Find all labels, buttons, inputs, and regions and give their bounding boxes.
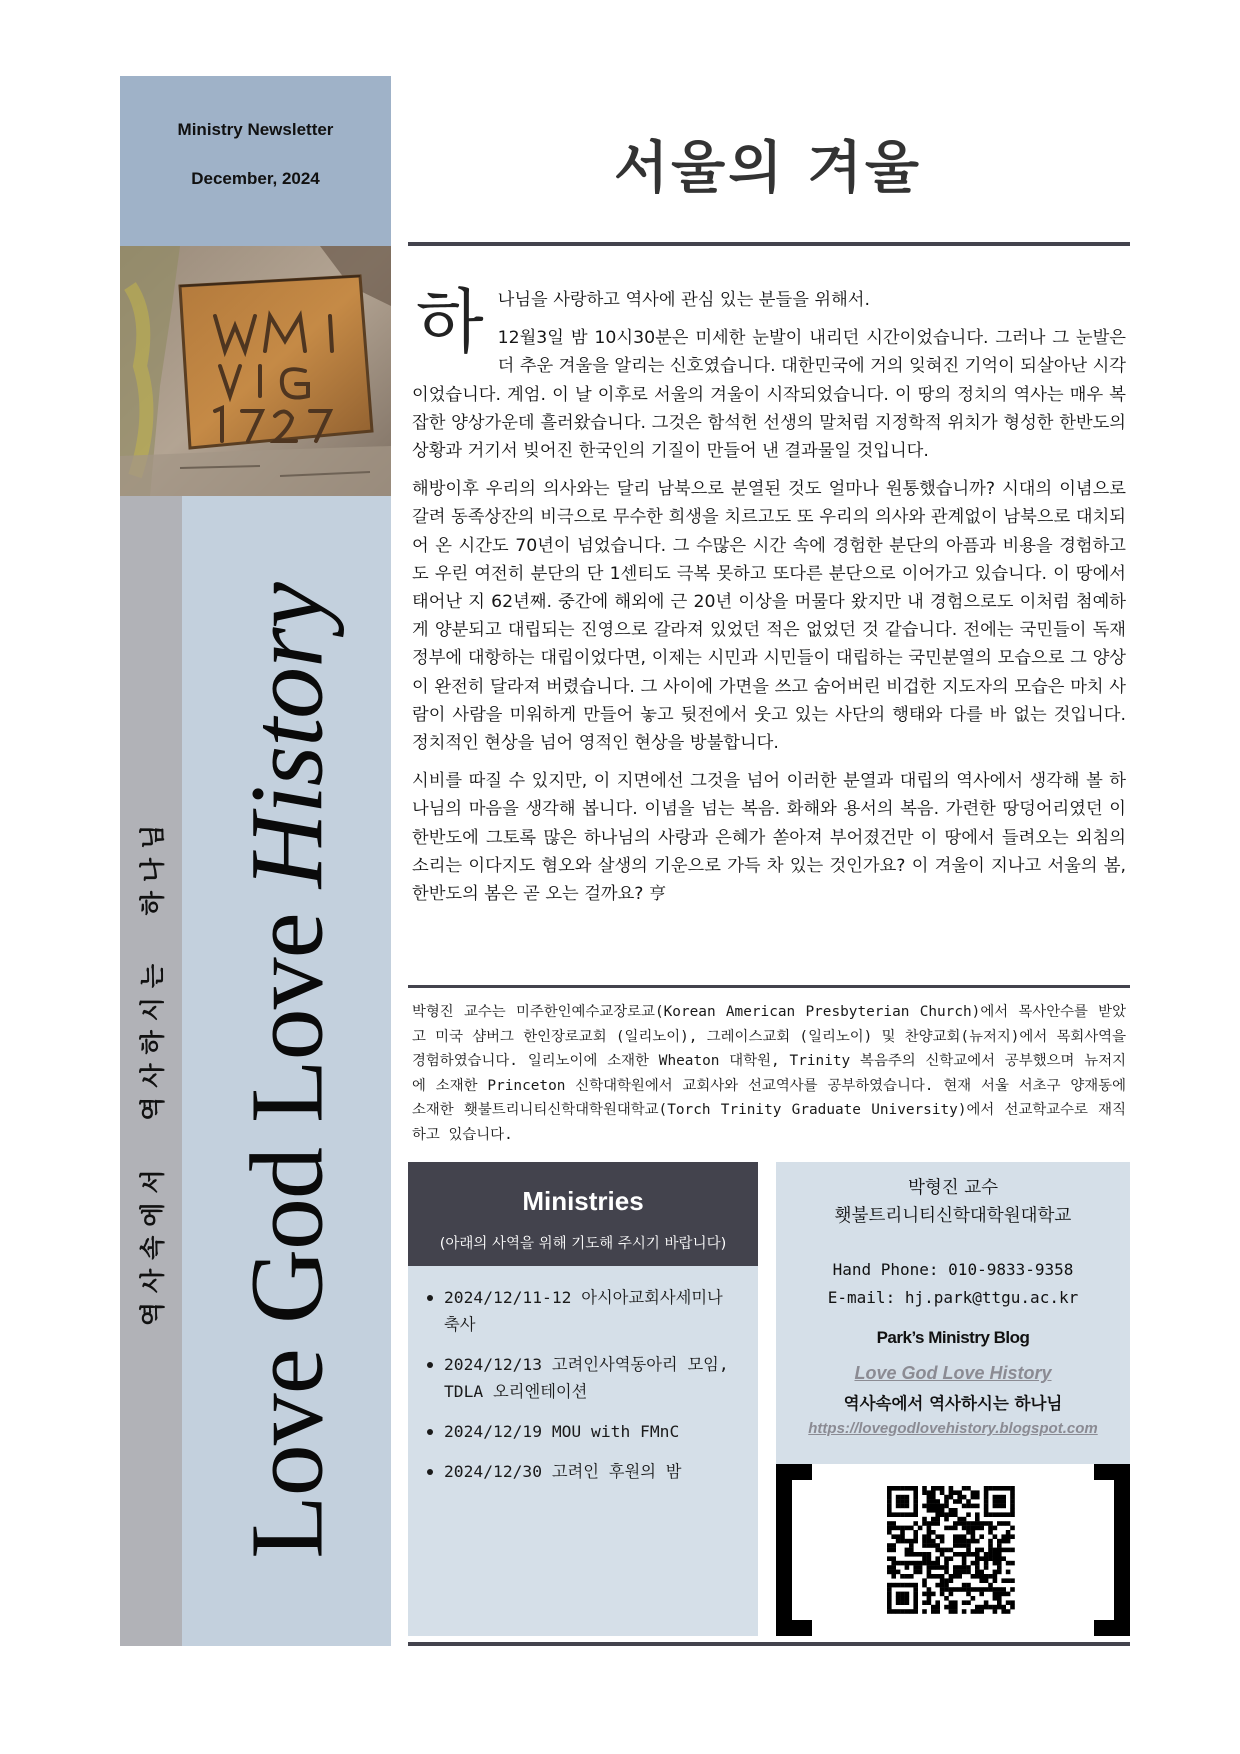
article-lead: 나님을 사랑하고 역사에 관심 있는 분들을 위해서. bbox=[497, 290, 870, 310]
blog-url-link[interactable]: https://lovegodlovehistory.blogspot.com bbox=[808, 1420, 1098, 1437]
ministries-list bbox=[422, 1284, 746, 1498]
blog-subtitle: 역사속에서 역사하시는 하나님 bbox=[843, 1394, 1063, 1413]
newsletter-label: Ministry Newsletter bbox=[177, 120, 334, 139]
article-title: 서울의 겨울 bbox=[614, 136, 922, 201]
blog-heading: Park’s Ministry Blog bbox=[876, 1328, 1030, 1347]
author-bio-text: 박형진 교수는 미주한인예수교장로교(Korean American Presbyterian Church)에서 목사안수를 받았고 미국 샴버그 한인장로교회 (일리노이), 그레이스교회 (일리노이) 및 찬양교회(뉴저지)에서 목회사역을 경험하였습니다. 일리노이에 소재한 Wheaton 대학원, Trinity 복음주의 신학교에서 공부했으며 뉴저지에 소재한 Princeton 신학대학원에서 교회사와 선교역사를 공부하였습니다. 현재 서울 서초구 양재동에 소재한 횃불트리니티신학대학원대학교(Torch Trinity Graduate University)에서 선교학교수로 재직하고 있습니다. bbox=[412, 1004, 1126, 1143]
contact-name: 박형진 교수 bbox=[907, 1178, 999, 1198]
brand-title-emphasis: History bbox=[229, 583, 344, 889]
article-paragraph-2: 12월3일 밤 10시30분은 미세한 눈발이 내리던 시간이었습니다. 그러나 그 눈발은 더 추운 겨울을 알리는 신호였습니다. 대한민국에 거의 잊혀진 기억이 되살아난 시각이었습니다. 계엄. 이 날 이후로 서울의 겨울이 시작되었습니다. 이 땅의 정치의 역사는 매우 복잡한 양상가운데 흘러왔습니다. 그것은 함석헌 선생의 말처럼 지정학적 위치가 형성한 한반도의 상황과 거기서 빚어진 한국인의 기질이 만들어 낸 결과물일 것입니다. bbox=[412, 328, 1126, 462]
sidebar-header bbox=[120, 76, 391, 246]
author-bio bbox=[412, 1000, 1126, 1147]
blog-title-link[interactable]: Love God Love History bbox=[854, 1363, 1052, 1383]
ministries-subtitle: (아래의 사역을 위해 기도해 주시기 바랍니다) bbox=[439, 1236, 727, 1252]
drop-cap: 하 bbox=[416, 281, 484, 363]
article-paragraph-3: 해방이후 우리의 의사와는 달리 남북으로 분열된 것도 얼마나 원통했습니까? 시대의 이념으로 갈려 동족상잔의 비극으로 무수한 희생을 치르고도 또 우리의 의사와 관계없이 남북으로 대치되어 온 시간도 70년이 넘었습니다. 그 수많은 시간 속에 경험한 분단의 아픔과 비용을 경험하고도 우린 여전히 분단의 단 1센티도 극복 못하고 또다른 분단으로 이어가고 있습니다. 이 땅에서 태어난 지 62년째. 중간에 해외에 근 20년 이상을 머물다 왔지만 내 경험으로도 이처럼 첨예하게 양분되고 대립되는 진영으로 갈라져 있었던 적은 없었던 것 같습니다. 전에는 국민들이 독재정부에 대항하는 대립이었다면, 이제는 시민과 시민들이 대립하는 국민분열의 모습으로 그 양상이 완전히 달라져 버렸습니다. 그 사이에 가면을 쓰고 숨어버린 비겁한 지도자의 모습은 마치 사람이 사람을 미워하게 만들어 놓고 뒷전에서 웃고 있는 사단의 행태와 다를 바 없는 것입니다. 정치적인 현상을 넘어 영적인 현상을 방불합니다. bbox=[412, 479, 1126, 754]
article-body bbox=[412, 281, 1126, 918]
sidebar-tagline-strip bbox=[120, 496, 182, 1646]
ministries-panel bbox=[408, 1162, 758, 1636]
qr-section bbox=[776, 1464, 1130, 1636]
divider-top bbox=[408, 242, 1130, 246]
contact-school: 횃불트리니티신학대학원대학교 bbox=[834, 1206, 1072, 1226]
stone-illustration bbox=[120, 246, 391, 496]
contact-email[interactable]: E-mail: hj.park@ttgu.ac.kr bbox=[827, 1288, 1079, 1307]
contact-panel bbox=[776, 1162, 1130, 1464]
newsletter-date: December, 2024 bbox=[191, 169, 320, 188]
qr-code-icon[interactable] bbox=[776, 1464, 1130, 1636]
list-item: 2024/12/11-12 아시아교회사세미나 축사 bbox=[422, 1284, 746, 1338]
list-item: 2024/12/19 MOU with FMnC bbox=[422, 1418, 746, 1445]
brand-title-prefix: Love God Love bbox=[229, 888, 344, 1559]
brand-title bbox=[227, 583, 346, 1558]
engraved-stone-photo bbox=[120, 246, 391, 496]
list-item: 2024/12/13 고려인사역동아리 모임, TDLA 오리엔테이션 bbox=[422, 1351, 746, 1405]
article-paragraph-1 bbox=[412, 281, 1126, 363]
sidebar-brand-strip bbox=[182, 496, 391, 1646]
ministries-header bbox=[408, 1162, 758, 1266]
article-paragraph-4: 시비를 따질 수 있지만, 이 지면에선 그것을 넘어 이러한 분열과 대립의 역사에서 생각해 볼 하나님의 마음을 생각해 봅니다. 이념을 넘는 복음. 화해와 용서의 복음. 가련한 땅덩어리였던 이 한반도에 그토록 많은 하나님의 사랑과 은혜가 쏟아져 부어졌건만 이 땅에서 들려오는 외침의 소리는 이다지도 혐오와 살생의 기운으로 가득 차 있는 것인가요? 이 겨울이 지나고 서울의 봄, 한반도의 봄은 곧 오는 걸까요? 亨 bbox=[412, 771, 1126, 905]
sidebar-tagline: 역사속에서 역사하시는 하나님 bbox=[138, 815, 167, 1327]
contact-phone: Hand Phone: 010-9833-9358 bbox=[832, 1260, 1074, 1279]
ministries-title: Ministries bbox=[522, 1186, 644, 1216]
divider-middle bbox=[408, 985, 1130, 988]
list-item: 2024/12/30 고려인 후원의 밤 bbox=[422, 1458, 746, 1485]
divider-bottom bbox=[408, 1642, 1130, 1646]
